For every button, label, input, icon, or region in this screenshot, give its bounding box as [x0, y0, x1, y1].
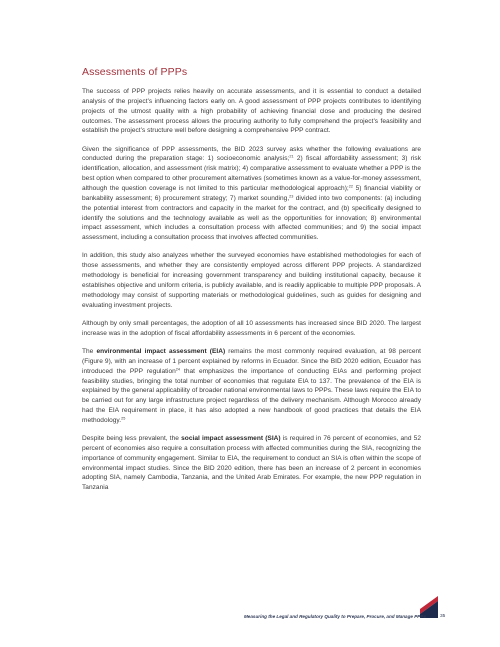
footer-title: Measuring the Legal and Regulatory Quality to Prepare, Procure, and Manage PPPs — [243, 614, 426, 619]
text-run: divided into two components: (a) including the potential interest from contractors and capacity in the market for the contract, and (b) specifically designed to identify the solutions and the technology available as well as the opportunities for innovation; 8) environmental impact assessment, which includes a consultation process with affected communities; and 9) the social impact assessment, including a consultation process that involves affected communities. — [82, 194, 421, 242]
paragraph-eia — [82, 347, 421, 426]
bold-term-sia: social impact assessment (SIA) — [181, 435, 281, 443]
footnote-ref: 24 — [175, 367, 181, 372]
paragraph-methodologies: In addition, this study also analyzes whether the surveyed economies have established methodologies for each of those assessments, and whether they are consistently employed across different PPP projects. A standardized methodology is beneficial for increasing government transparency and building institutional capacity, because it establishes objective and uniform criteria, is publicly available, and is readily applicable to multiple PPP proposals. A methodology may consist of supporting materials or methodological guidelines, such as guides for designing and evaluating investment projects. — [82, 252, 421, 309]
paragraph-sia — [82, 434, 421, 493]
text-run: 5) financial viability or bankability assessment; 6) procurement strategy; 7) market sounding, — [82, 184, 421, 202]
paragraph-adoption: Although by only small percentages, the adoption of all 10 assessments has increased since BID 2020. The largest increase was in the adoption of fiscal affordability assessments in 6 percent of the economies. — [82, 319, 421, 337]
footnote-ref: 22 — [348, 184, 354, 189]
page-content — [82, 66, 421, 502]
bold-term-eia: environmental impact assessment (EIA) — [96, 347, 226, 355]
text-run: 2) fiscal affordability assessment; 3) risk identification, allocation, and assessment (risk matrix); 4) comparative assessment to evaluate whether a PPP is the best option when compared to other procurement alternatives (sometimes known as a value-for-money assessment, although the question coverage is not limited to this particular methodological approach); — [82, 155, 421, 192]
text-run: that emphasizes the importance of conducting EIAs and performing project feasibility studies, bringing the total number of economies that regulate EIA to 137. The prevalence of the EIA is explained by the general applicability of broader national environmental laws to PPPs. These laws require the EIA to be carried out for any large infrastructure project regardless of the delivery mechanism. Although Morocco already had the EIA requirement in place, it has also adopted a new handbook of good practices that details the EIA methodology. — [82, 367, 422, 424]
footnote-ref: 23 — [289, 194, 294, 199]
text-run: The — [82, 347, 97, 355]
text-run: is required in 76 percent of economies, and 52 percent of economies also require a consultation process with affected communities during the SIA, recognizing the importance of community engagement. Similar to EIA, the requirement to conduct an SIA is often within the scope of environmental impact studies. Since the BID 2020 edition, there has been an increase of 2 percent in economies adopting SIA, namely Cambodia, Tanzania, and the United Arab Emirates. For example, the new PPP regulation in Tanzania — [82, 435, 421, 492]
paragraph-intro: The success of PPP projects relies heavily on accurate assessments, and it is essential to conduct a detailed analysis of the project’s influencing factors early on. A good assessment of PPP projects contributes to identifying projects of the utmost quality with a high probability of achieving financial close and producing the desired outcomes. The assessment process allows the procuring authority to fully comprehend the project’s feasibility and establish the project’s structure well before designing a comprehensive PPP contract. — [82, 88, 421, 135]
footnote-ref: 21 — [289, 154, 294, 159]
paragraph-survey-evaluations — [82, 145, 421, 243]
text-run: Given the significance of PPP assessments, the BID 2023 survey asks whether the following evaluations are conducted during the preparation stage: 1) socioeconomic analysis; — [82, 145, 421, 163]
footnote-ref: 25 — [121, 416, 126, 421]
section-title: Assessments of PPPs — [82, 66, 188, 78]
text-run: Despite being less prevalent, the — [82, 435, 182, 443]
page-number: 35 — [440, 614, 446, 619]
text-run: remains the most commonly required evaluation, at 98 percent (Figure 9), with an increase of 1 percent explained by reforms in Ecuador. Since the BID 2020 edition, Ecuador has introduced the PPP regulation — [82, 347, 421, 375]
